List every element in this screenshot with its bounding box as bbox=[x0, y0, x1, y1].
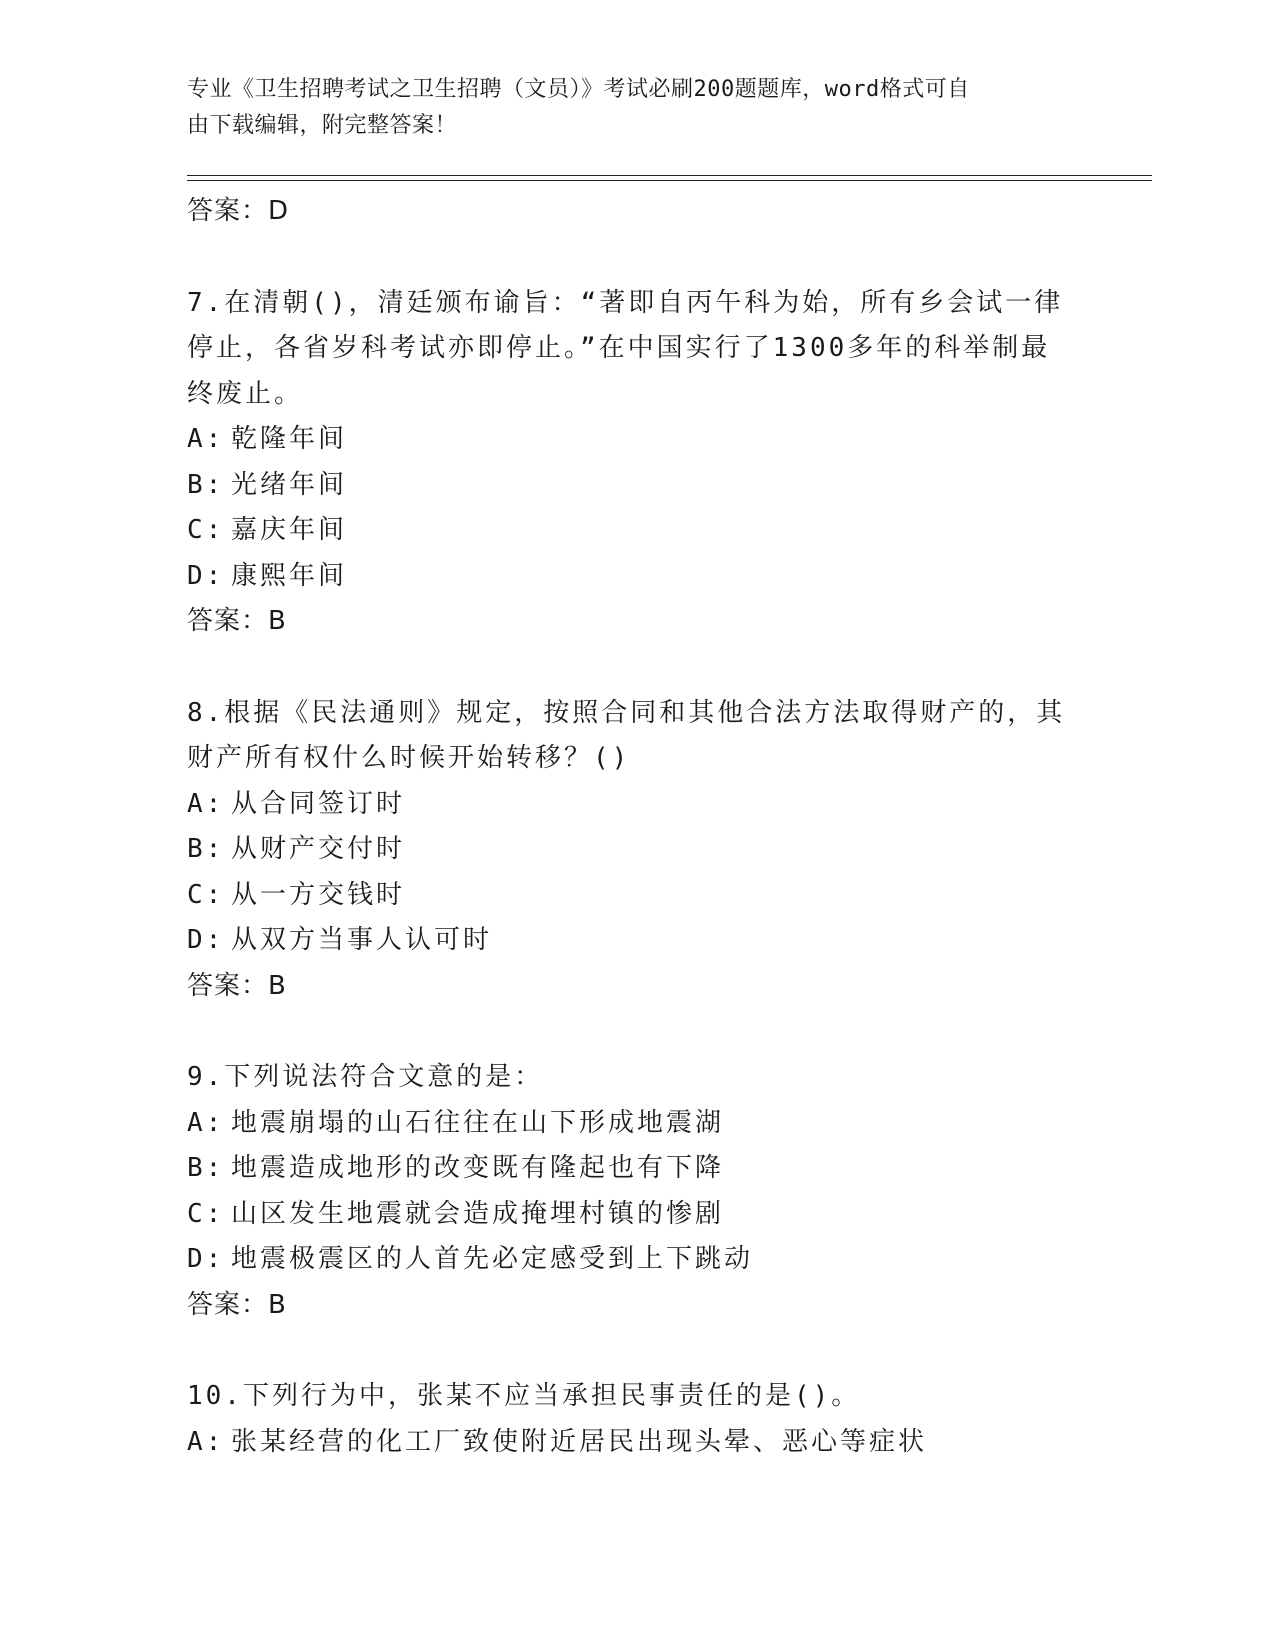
option-b bbox=[187, 827, 1087, 873]
question-text: 10.下列行为中，张某不应当承担民事责任的是()。 bbox=[187, 1381, 861, 1411]
answer-line: 答案：B bbox=[187, 1289, 287, 1320]
spacer bbox=[187, 235, 1087, 281]
option-letter: D: bbox=[187, 1244, 225, 1274]
answer-line: 答案：B bbox=[187, 970, 287, 1001]
question-text: 7.在清朝()，清廷颁布谕旨：“著即自丙午科为始，所有乡会试一律 bbox=[187, 287, 1064, 318]
option-letter: B: bbox=[187, 834, 225, 864]
option-d bbox=[187, 918, 1087, 964]
spacer bbox=[187, 1328, 1087, 1374]
question-7 bbox=[187, 281, 1087, 645]
option-c bbox=[187, 1192, 1087, 1238]
option-text: 地震极震区的人首先必定感受到上下跳动 bbox=[231, 1244, 754, 1274]
option-letter: D: bbox=[187, 560, 225, 591]
question-text: 财产所有权什么时候开始转移？() bbox=[187, 743, 631, 773]
option-letter: D: bbox=[187, 925, 225, 955]
spacer bbox=[187, 645, 1087, 691]
option-letter: C: bbox=[187, 879, 225, 910]
document-body bbox=[187, 189, 1087, 1465]
question-text: 9.下列说法符合文意的是： bbox=[187, 1062, 544, 1092]
answer-line: 答案：D bbox=[187, 196, 290, 226]
option-b bbox=[187, 463, 1087, 509]
option-a bbox=[187, 782, 1087, 828]
option-text: 地震造成地形的改变既有隆起也有下降 bbox=[231, 1153, 725, 1183]
question-text: 终废止。 bbox=[187, 378, 304, 409]
header-line-2: 由下载编辑，附完整答案！ bbox=[187, 113, 458, 138]
header-divider-top bbox=[187, 175, 1152, 176]
option-letter: C: bbox=[187, 515, 225, 545]
option-a bbox=[187, 1420, 1087, 1466]
option-letter: B: bbox=[187, 469, 225, 500]
option-a bbox=[187, 417, 1087, 463]
option-text: 从合同签订时 bbox=[231, 788, 406, 819]
option-text: 从一方交钱时 bbox=[231, 879, 406, 910]
option-d bbox=[187, 554, 1087, 600]
option-text: 嘉庆年间 bbox=[231, 515, 348, 545]
question-text: 停止，各省岁科考试亦即停止。”在中国实行了1300多年的科举制最 bbox=[187, 333, 1051, 363]
option-text: 山区发生地震就会造成掩埋村镇的惨剧 bbox=[231, 1198, 725, 1229]
header-line-1: 专业《卫生招聘考试之卫生招聘（文员）》考试必刷200题题库，word格式可自 bbox=[187, 77, 970, 102]
option-text: 康熙年间 bbox=[231, 560, 348, 591]
option-b bbox=[187, 1146, 1087, 1192]
option-a bbox=[187, 1101, 1087, 1147]
option-letter: A: bbox=[187, 1426, 225, 1457]
question-10 bbox=[187, 1374, 1087, 1465]
option-text: 从双方当事人认可时 bbox=[231, 925, 493, 955]
option-text: 乾隆年间 bbox=[231, 424, 348, 454]
option-letter: A: bbox=[187, 788, 225, 819]
question-8 bbox=[187, 691, 1087, 1010]
option-letter: B: bbox=[187, 1153, 225, 1183]
document-header bbox=[187, 72, 1067, 144]
header-divider-bottom bbox=[187, 180, 1152, 181]
option-letter: A: bbox=[187, 1107, 225, 1138]
option-d bbox=[187, 1237, 1087, 1283]
option-c bbox=[187, 873, 1087, 919]
option-text: 地震崩塌的山石往往在山下形成地震湖 bbox=[231, 1107, 725, 1138]
option-text: 从财产交付时 bbox=[231, 834, 406, 864]
answer-line: 答案：B bbox=[187, 606, 287, 636]
option-c bbox=[187, 508, 1087, 554]
option-text: 光绪年间 bbox=[231, 469, 348, 500]
spacer bbox=[187, 1009, 1087, 1055]
option-letter: C: bbox=[187, 1198, 225, 1229]
option-letter: A: bbox=[187, 424, 225, 454]
question-9 bbox=[187, 1055, 1087, 1328]
question-text: 8.根据《民法通则》规定，按照合同和其他合法方法取得财产的，其 bbox=[187, 697, 1066, 728]
option-text: 张某经营的化工厂致使附近居民出现头晕、恶心等症状 bbox=[231, 1426, 928, 1457]
